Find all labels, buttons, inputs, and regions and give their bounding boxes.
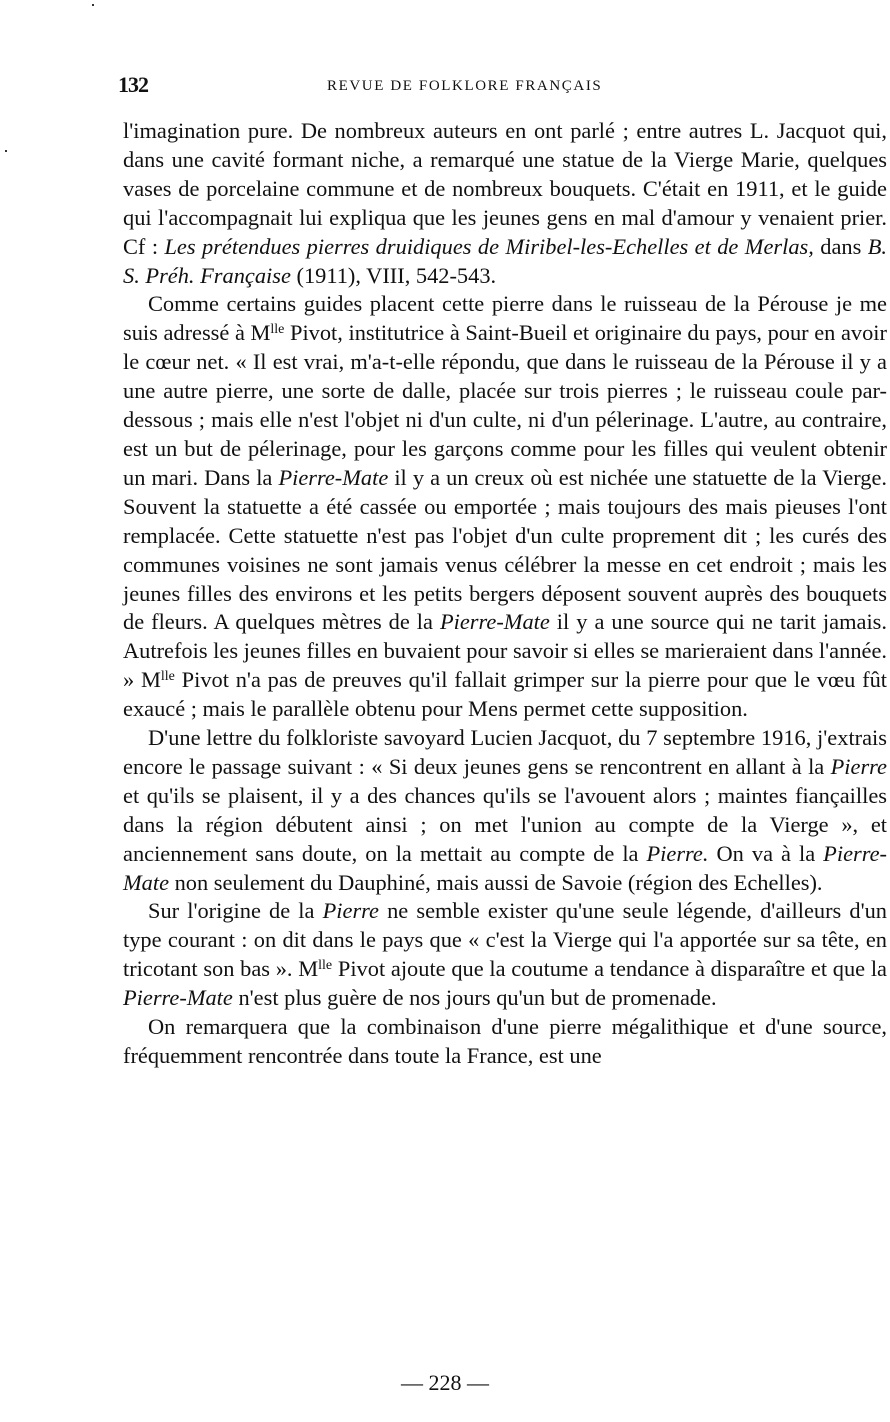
superscript: lle — [270, 322, 285, 338]
running-title: REVUE DE FOLKLORE FRANÇAIS — [327, 78, 603, 94]
text-segment: Pivot n'a pas de preuves qu'il fallait grimper sur la pierre pour que le vœu fût exaucé ; mais le parallèle obtenu pour Mens permet cette supposition. — [123, 667, 888, 722]
paragraph — [123, 117, 887, 290]
paragraph — [123, 724, 887, 897]
folio: — 228 — — [401, 1370, 489, 1395]
text-segment: Sur l'origine de la — [148, 898, 323, 924]
text-segment: Pivot ajoute que la coutume a tendance à disparaître et que la — [332, 956, 887, 982]
text-segment: On remarquera que la combinaison d'une pierre mégalithique et d'une source, fréquemment rencontrée dans toute la France, est une — [123, 1014, 887, 1068]
superscript: lle — [318, 958, 333, 974]
text-segment: On va à la — [708, 840, 824, 866]
text-segment: Comme certains guides placent cette pierre dans le ruisseau de la Pérouse je me suis adressé à M — [123, 291, 887, 346]
italic-text: Pierre-Mate — [439, 609, 550, 635]
italic-text: Pierre-Mate — [278, 464, 389, 490]
margin-speck — [5, 150, 7, 152]
header-page-number: 132 — [118, 72, 148, 97]
text-segment: non seulement du Dauphiné, mais aussi de Savoie (région des Echelles). — [169, 869, 823, 895]
text-segment: ne semble exister qu'une seule légende, d'ailleurs d'un type courant : on dit dans le pays que « c'est la Vierge qui l'a apportée sur sa tête, en tricotant son bas ». M — [123, 898, 887, 982]
text-segment: et qu'ils se plaisent, il y a des chances qu'ils se l'avouent alors ; maintes fiançailles dans la région débutent ainsi ; on met l'union au compte de la Vierge », et anciennement sans doute, on la mettait au compte de la — [123, 782, 887, 866]
italic-text: Pierre-Mate — [123, 840, 887, 895]
superscript: lle — [160, 669, 175, 685]
paragraph — [123, 1013, 887, 1071]
italic-text: Les prétendues pierres druidiques de Miribel-les-Echelles et de Merlas, — [164, 233, 814, 259]
text-segment: Pivot, institutrice à Saint-Bueil et originaire du pays, pour en avoir le cœur net. « Il est vrai, m'a-t-elle répondu, que dans le ruisseau de la Pérouse il y a une autre pierre, une sorte de dalle, placée sur trois pierres ; le ruisseau coule par-dessous ; mais elle n'est l'objet ni d'un culte, ni d'un pélerinage. L'autre, au contraire, est un but de pélerinage, pour les garçons comme pour les filles qui veulent obtenir un mari. Dans la — [123, 320, 887, 490]
text-segment: (1911), VIII, 542-543. — [290, 262, 497, 288]
italic-text: Pierre — [830, 753, 887, 779]
paragraph — [123, 290, 887, 724]
paragraph — [123, 897, 887, 1013]
body-text — [123, 117, 887, 1071]
text-segment: il y a une source qui ne tarit jamais. Autrefois les jeunes filles en buvaient pour savoir si elles se marieraient dans l'année. » M — [123, 609, 887, 693]
italic-text: B. S. Préh. Française — [123, 233, 887, 288]
italic-text: Pierre. — [646, 840, 709, 866]
text-segment: n'est plus guère de nos jours qu'un but de promenade. — [232, 985, 717, 1011]
italic-text: Pierre-Mate — [123, 985, 233, 1011]
text-segment: l'imagination pure. De nombreux auteurs en ont parlé ; entre autres L. Jacquot qui, dans une cavité formant niche, a remarqué une statue de la Vierge Marie, quelques vases de porcelaine commune et de nombreux bouquets. C'était en 1911, et le guide qui l'accompagnait lui expliqua que les jeunes gens en mal d'amour y venaient prier. Cf : — [123, 118, 887, 259]
text-segment: D'une lettre du folkloriste savoyard Lucien Jacquot, du 7 septembre 1916, j'extrais encore le passage suivant : « Si deux jeunes gens se rencontrent en allant à la — [123, 725, 887, 779]
margin-speck — [92, 4, 94, 6]
text-segment: dans — [813, 233, 868, 259]
italic-text: Pierre — [322, 898, 379, 924]
text-segment: il y a un creux où est nichée une statuette de la Vierge. Souvent la statuette a été cassée ou emportée ; mais toujours des mais pieuses l'ont remplacée. Cette statuette n'est pas l'objet d'un culte proprement dit ; les curés des communes voisines ne sont jamais venus célébrer la messe en cet endroit ; mais les jeunes filles des environs et les petits bergers déposent souvent auprès des bouquets de fleurs. A quelques mètres de la — [123, 464, 887, 635]
